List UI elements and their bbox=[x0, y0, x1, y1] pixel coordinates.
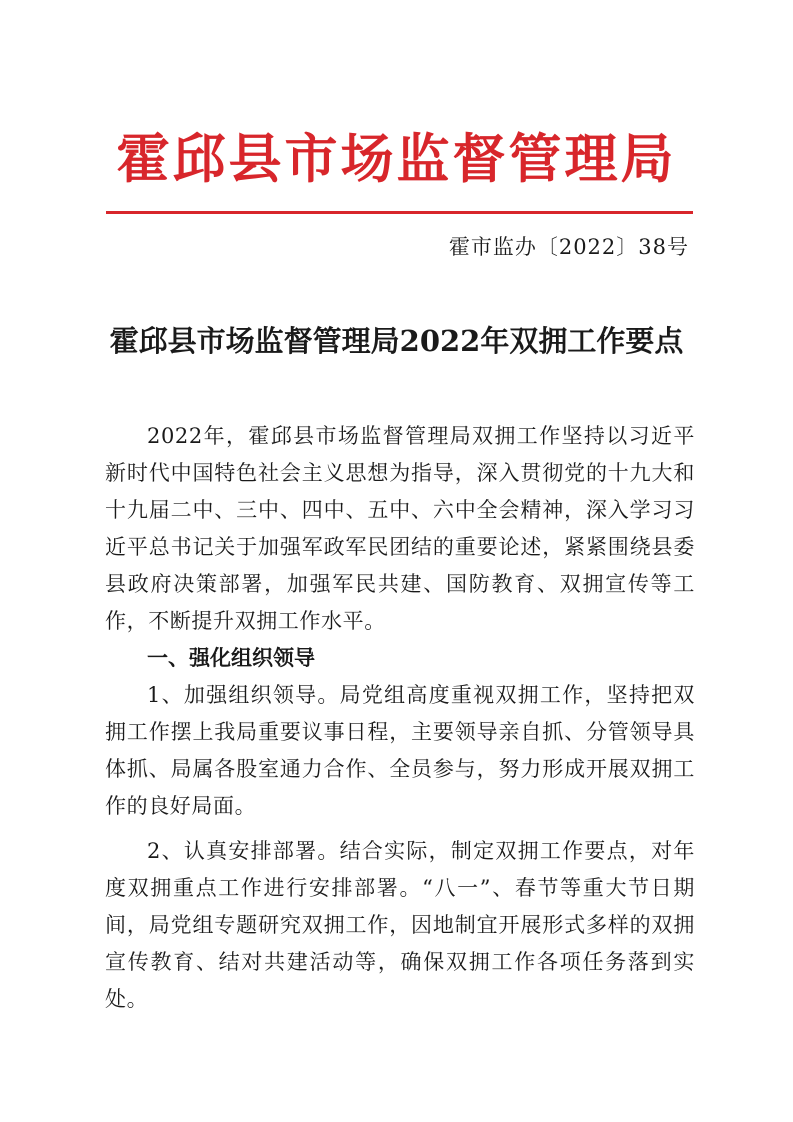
issuing-authority-header: 霍邱县市场监督管理局 bbox=[116, 128, 677, 190]
document-number: 霍市监办〔2022〕38号 bbox=[448, 235, 689, 259]
section-item-1: 1、加强组织领导。局党组高度重视双拥工作，坚持把双拥工作摆上我局重要议事日程，主要领导亲自抓、分管领导具体抓、局属各股室通力合作、全员参与，努力形成开展双拥工作的良好局面。 bbox=[105, 683, 695, 818]
section-item-2: 2、认真安排部署。结合实际，制定双拥工作要点，对年度双拥重点工作进行安排部署。“八一”、春节等重大节日期间，局党组专题研究双拥工作，因地制宜开展形式多样的双拥宣传教育、结对共建活动等，确保双拥工作各项任务落到实处。 bbox=[105, 839, 695, 1011]
document-title: 霍邱县市场监督管理局2022年双拥工作要点 bbox=[109, 324, 684, 358]
section-heading: 一、强化组织领导 bbox=[147, 646, 315, 670]
red-divider-line bbox=[106, 211, 693, 214]
document-body bbox=[105, 418, 695, 1018]
intro-paragraph: 2022年，霍邱县市场监督管理局双拥工作坚持以习近平新时代中国特色社会主义思想为指导，深入贯彻党的十九大和十九届二中、三中、四中、五中、六中全会精神，深入学习习近平总书记关于加强军政军民团结的重要论述，紧紧围绕县委县政府决策部署，加强军民共建、国防教育、双拥宣传等工作，不断提升双拥工作水平。 bbox=[105, 424, 695, 633]
